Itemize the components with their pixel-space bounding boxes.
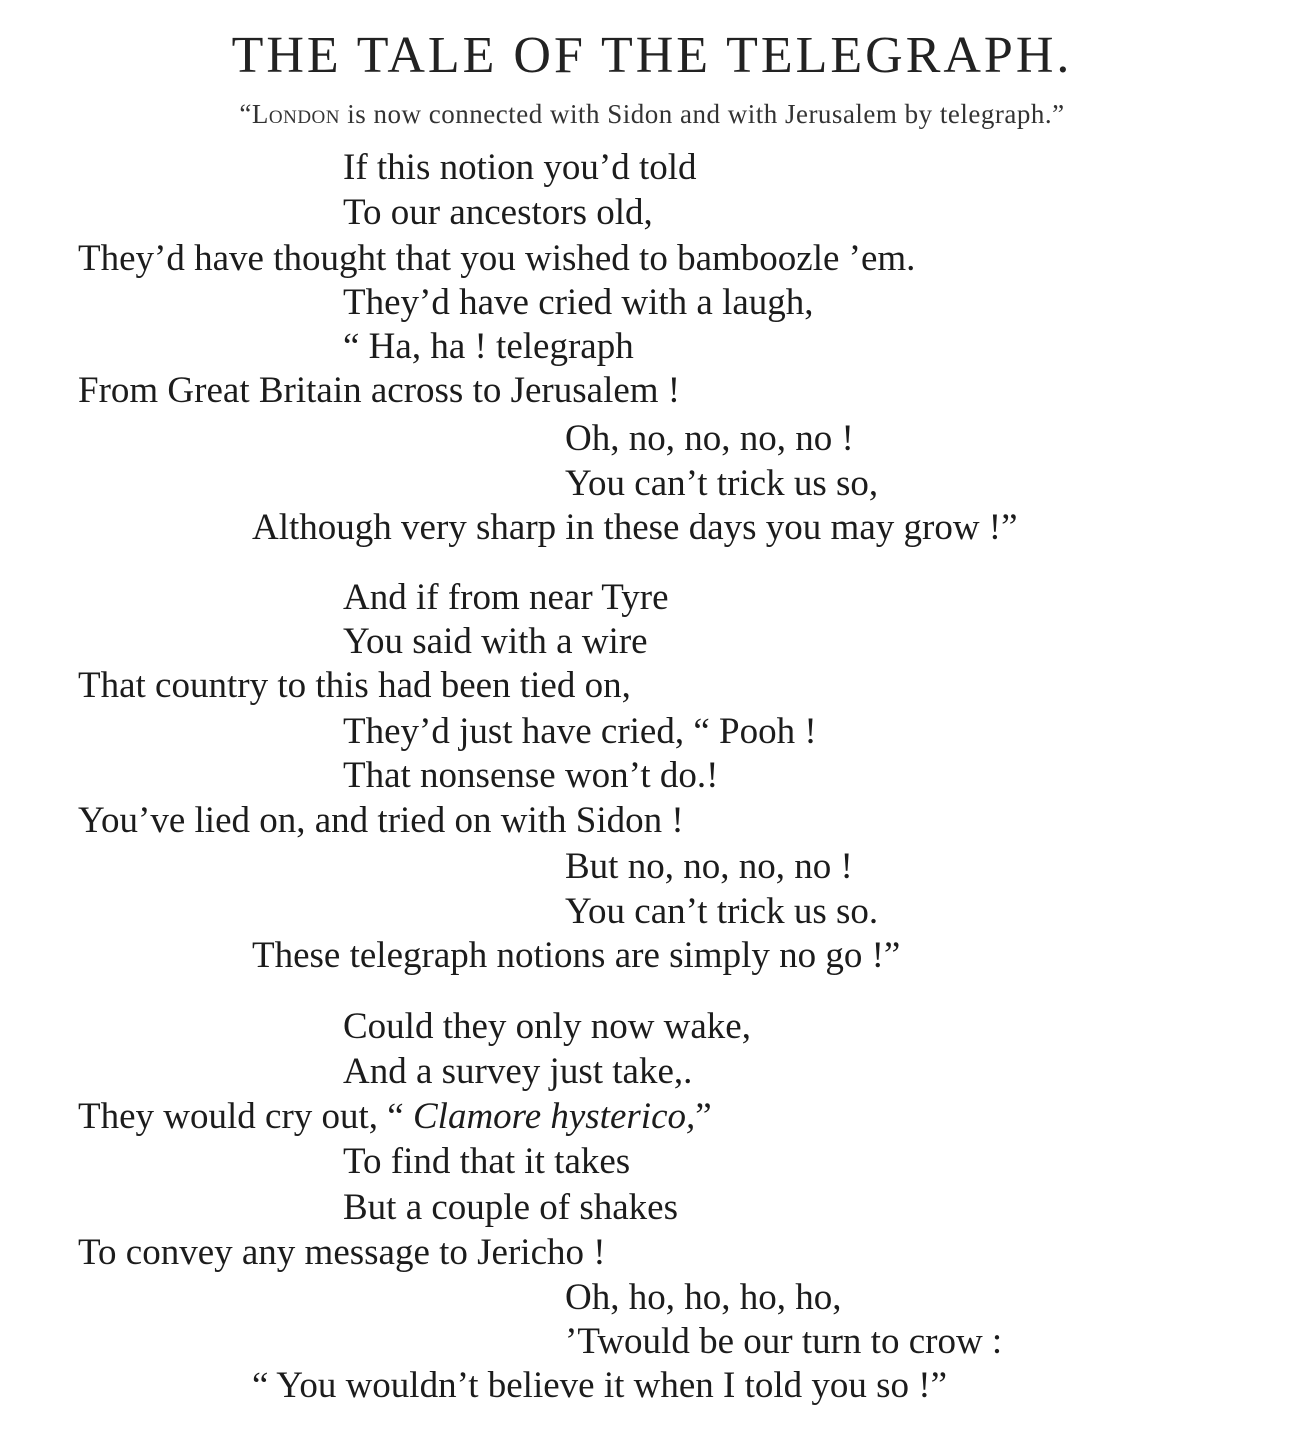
- verse-line: [78, 1095, 712, 1139]
- verse-line: These telegraph notions are simply no go !”: [252, 935, 901, 976]
- verse-line: From Great Britain across to Jerusalem !: [78, 370, 681, 411]
- latin-close-quote: ”: [695, 1096, 712, 1137]
- epigraph-text: is now connected with Sidon and with Jerusalem by telegraph.”: [340, 99, 1065, 129]
- epigraph-lead-word: London: [251, 99, 340, 129]
- verse-line: “ You wouldn’t believe it when I told you so !”: [252, 1365, 948, 1406]
- poem-title: THE TALE OF THE TELEGRAPH.: [231, 27, 1073, 84]
- epigraph: [22, 96, 1282, 132]
- verse-line: You can’t trick us so.: [565, 891, 879, 932]
- verse-line: To convey any message to Jericho !: [78, 1232, 606, 1273]
- verse-line: You said with a wire: [343, 621, 648, 662]
- verse-line: They’d have cried with a laugh,: [343, 282, 814, 323]
- verse-line: And a survey just take,.: [343, 1051, 693, 1092]
- verse-line: Oh, no, no, no, no !: [565, 418, 854, 459]
- verse-line: That country to this had been tied on,: [78, 665, 631, 706]
- verse-line: They’d have thought that you wished to bamboozle ’em.: [78, 238, 916, 279]
- verse-line: Although very sharp in these days you may grow !”: [252, 507, 1018, 548]
- verse-line: But no, no, no, no !: [565, 846, 853, 887]
- verse-line: ’Twould be our turn to crow :: [565, 1321, 1003, 1362]
- verse-line: You’ve lied on, and tried on with Sidon !: [78, 800, 684, 841]
- verse-line: To our ancestors old,: [343, 192, 653, 233]
- verse-line: That nonsense won’t do.!: [343, 755, 719, 796]
- verse-line-text: They would cry out, “: [78, 1096, 413, 1137]
- verse-line: If this notion you’d told: [343, 147, 697, 188]
- verse-line: Oh, ho, ho, ho, ho,: [565, 1277, 842, 1318]
- epigraph-open-quote: “: [239, 99, 252, 129]
- verse-line: “ Ha, ha ! telegraph: [343, 326, 634, 367]
- latin-phrase: Clamore hysterico,: [412, 1096, 696, 1137]
- verse-line: To find that it takes: [343, 1141, 631, 1182]
- verse-line: You can’t trick us so,: [565, 463, 879, 504]
- verse-line: And if from near Tyre: [343, 577, 669, 618]
- verse-line: Could they only now wake,: [343, 1006, 751, 1047]
- verse-line: They’d just have cried, “ Pooh !: [343, 711, 817, 752]
- verse-line: But a couple of shakes: [343, 1187, 678, 1228]
